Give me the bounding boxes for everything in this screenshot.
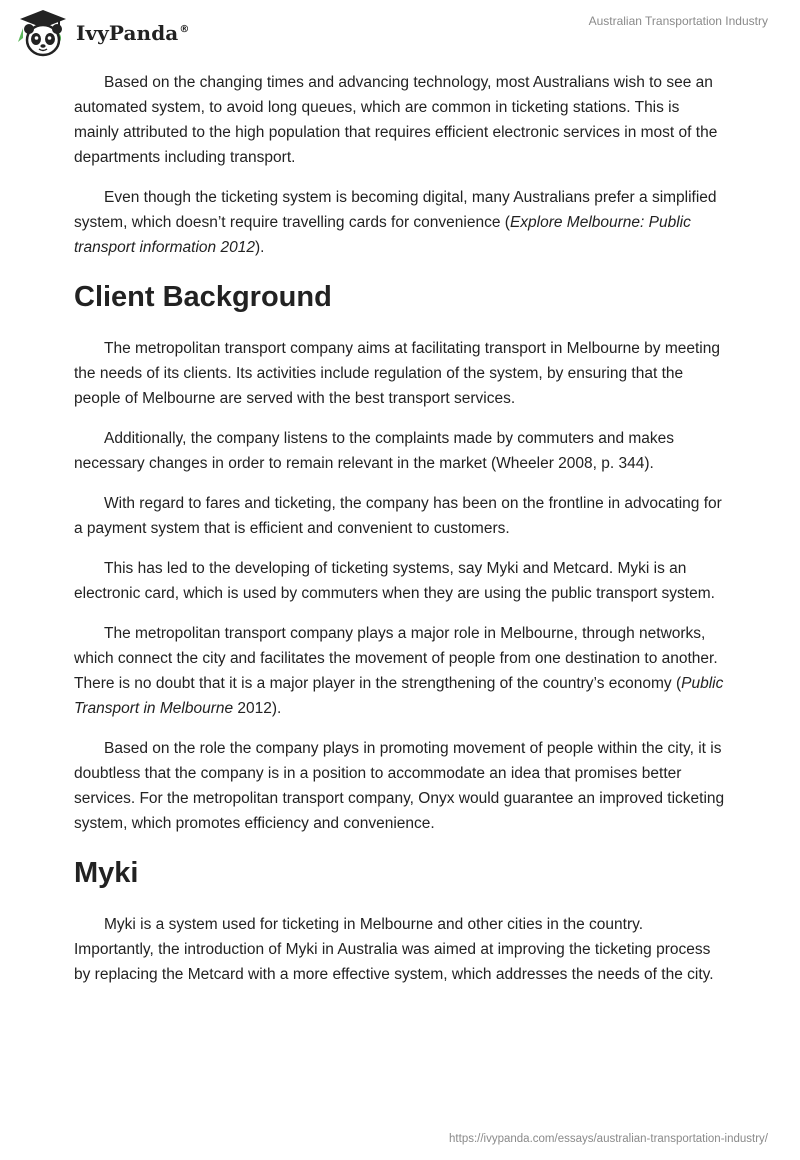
paragraph-text: ). (254, 239, 265, 256)
paragraph-text: The metropolitan transport company aims at facilitating transport in Melbourne by meeting the needs of its clients. Its activities include regulation of the system, by ensuring that the people of Melbourne are served with the best transport services. (74, 340, 720, 407)
section-heading: Client Background (74, 281, 332, 313)
paragraph-text: Based on the changing times and advancing technology, most Australians wish to see an automated system, to avoid long queues, which are common in ticketing stations. This is mainly attributed to the high population that requires efficient electronic services in most of the departments including transport. (74, 74, 718, 166)
paragraph-text: Additionally, the company listens to the complaints made by commuters and makes necessary changes in order to remain relevant in the market (Wheeler 2008, p. 344). (74, 430, 675, 472)
paragraph (74, 426, 726, 476)
paragraph (74, 491, 726, 541)
paragraph-text: The metropolitan transport company plays a major role in Melbourne, through networks, which connect the city and facilitates the movement of people from one destination to another. There is no doubt that it is a major player in the strengthening of the country’s economy ( (74, 625, 718, 692)
paragraph-text: 2012). (233, 700, 282, 717)
paragraph-text: With regard to fares and ticketing, the company has been on the frontline in advocating for a payment system that is efficient and convenient to customers. (74, 495, 722, 537)
paragraph-text: Myki is a system used for ticketing in Melbourne and other cities in the country. Importantly, the introduction of Myki in Australia was aimed at improving the ticketing process by replacing the Metcard with a more effective system, which addresses the needs of the city. (74, 916, 714, 983)
panda-graduate-icon (14, 8, 72, 58)
paragraph (74, 621, 726, 721)
citation-title: Explore Melbourne: Public transport information 2012 (74, 214, 691, 256)
paragraph (74, 70, 726, 170)
paragraph (74, 736, 726, 836)
brand-logo[interactable] (14, 8, 189, 58)
paragraph (74, 556, 726, 606)
running-title: Australian Transportation Industry (588, 14, 768, 28)
section-heading: Myki (74, 857, 139, 889)
paragraph-text: This has led to the developing of ticketing systems, say Myki and Metcard. Myki is an electronic card, which is used by commuters when they are using the public transport system. (74, 560, 715, 602)
page-header (0, 0, 800, 62)
paragraph-text: Even though the ticketing system is becoming digital, many Australians prefer a simplified system, which doesn’t require travelling cards for convenience ( (74, 189, 717, 231)
paragraph (74, 336, 726, 411)
essay-body (74, 70, 726, 1002)
paragraph-text: Based on the role the company plays in promoting movement of people within the city, it is doubtless that the company is in a position to accommodate an idea that promises better services. For the metropolitan transport company, Onyx would guarantee an improved ticketing system, which promotes efficiency and convenience. (74, 740, 725, 832)
paragraph (74, 912, 726, 987)
footer-url[interactable]: https://ivypanda.com/essays/australian-transportation-industry/ (449, 1133, 768, 1145)
citation-title: Public Transport in Melbourne (74, 675, 724, 717)
paragraph (74, 185, 726, 260)
brand-name: IvyPanda® (76, 21, 190, 45)
registered-mark: ® (179, 24, 190, 36)
